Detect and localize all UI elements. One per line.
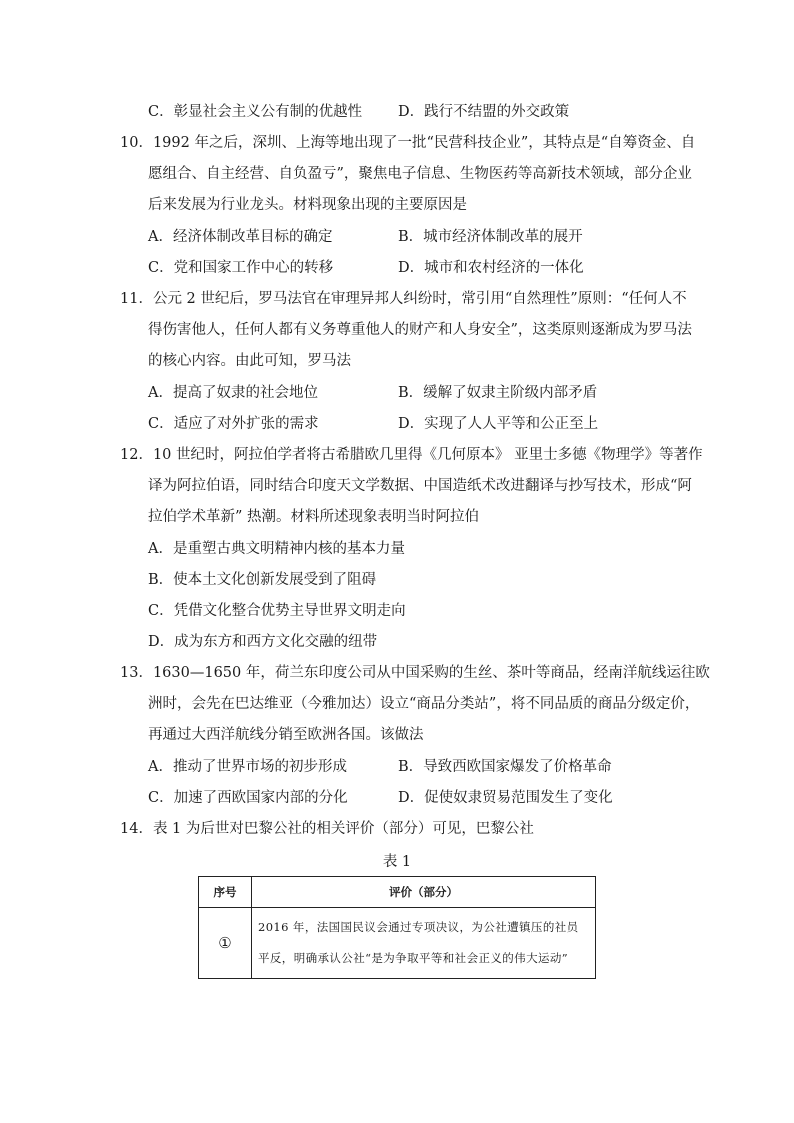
q11-option-b: B．缓解了奴隶主阶级内部矛盾 — [398, 385, 598, 401]
q11-option-d: D．实现了人人平等和公正至上 — [398, 416, 599, 432]
q12-stem-line-3: 拉伯学术革新” 热潮。材料所述现象表明当时阿拉伯 — [148, 509, 480, 525]
header-index: 序号 — [199, 877, 252, 908]
q9-option-d: D．践行不结盟的外交政策 — [398, 104, 570, 120]
row-index: ① — [199, 908, 252, 979]
q13-stem-line-2: 洲时，会先在巴达维亚（今雅加达）设立“商品分类站”，将不同品质的商品分级定价， — [148, 696, 700, 712]
q9-option-c: C．彰显社会主义公有制的优越性 — [148, 104, 363, 120]
q10-stem-line-3: 后来发展为行业龙头。材料现象出现的主要原因是 — [148, 197, 467, 213]
q12-option-b: B．使本土文化创新发展受到了阻碍 — [148, 572, 377, 588]
table-row — [199, 908, 596, 979]
q12-option-a: A．是重塑古典文明精神内核的基本力量 — [148, 541, 405, 557]
q11-option-a: A．提高了奴隶的社会地位 — [148, 385, 318, 401]
q13-option-a: A．推动了世界市场的初步形成 — [148, 759, 347, 775]
q12-option-c: C．凭借文化整合优势主导世界文明走向 — [148, 603, 406, 619]
q13-option-b: B．导致西欧国家爆发了价格革命 — [398, 759, 612, 775]
q12-stem-line-2: 译为阿拉伯语，同时结合印度天文学数据、中国造纸术改进翻译与抄写技术，形成“阿 — [148, 478, 692, 494]
q10-option-b: B．城市经济体制改革的展开 — [398, 229, 583, 245]
table-title: 表 1 — [382, 854, 412, 870]
q12-option-d: D．成为东方和西方文化交融的纽带 — [148, 634, 378, 650]
q13-stem-line-1: 13．1630—1650 年，荷兰东印度公司从中国采购的生丝、茶叶等商品，经南洋航线运往欧 — [120, 665, 710, 681]
q14-stem: 14．表 1 为后世对巴黎公社的相关评价（部分）可见，巴黎公社 — [120, 821, 534, 837]
q10-option-d: D．城市和农村经济的一体化 — [398, 260, 584, 276]
row-evaluation-text: 2016 年，法国国民议会通过专项决议，为公社遭镇压的社员平反，明确承认公社“是为争取平等和社会正义的伟大运动” — [252, 908, 596, 979]
q13-stem-line-3: 再通过大西洋航线分销至欧洲各国。该做法 — [148, 727, 424, 743]
evaluation-table — [198, 876, 596, 979]
q11-stem-line-1: 11．公元 2 世纪后，罗马法官在审理异邦人纠纷时，常引用“自然理性”原则：“任何人不 — [120, 291, 687, 307]
q11-stem-line-3: 的核心内容。由此可知，罗马法 — [148, 353, 351, 369]
q10-stem-line-1: 10．1992 年之后，深圳、上海等地出现了一批“民营科技企业”，其特点是“自筹资金、自 — [120, 135, 696, 151]
q10-option-c: C．党和国家工作中心的转移 — [148, 260, 334, 276]
q13-option-c: C．加速了西欧国家内部的分化 — [148, 790, 348, 806]
q12-stem-line-1: 12．10 世纪时，阿拉伯学者将古希腊欧几里得《几何原本》 亚里士多德《物理学》等著作 — [120, 447, 703, 463]
q10-option-a: A．经济体制改革目标的确定 — [148, 229, 333, 245]
q13-option-d: D．促使奴隶贸易范围发生了变化 — [398, 790, 613, 806]
q11-stem-line-2: 得伤害他人，任何人都有义务尊重他人的财产和人身安全”，这类原则逐渐成为罗马法 — [148, 322, 692, 338]
table-header-row — [199, 877, 596, 908]
q10-stem-line-2: 愿组合、自主经营、自负盈亏”，聚焦电子信息、生物医药等高新技术领域，部分企业 — [148, 166, 692, 182]
header-evaluation: 评价（部分） — [252, 877, 596, 908]
q11-option-c: C．适应了对外扩张的需求 — [148, 416, 319, 432]
